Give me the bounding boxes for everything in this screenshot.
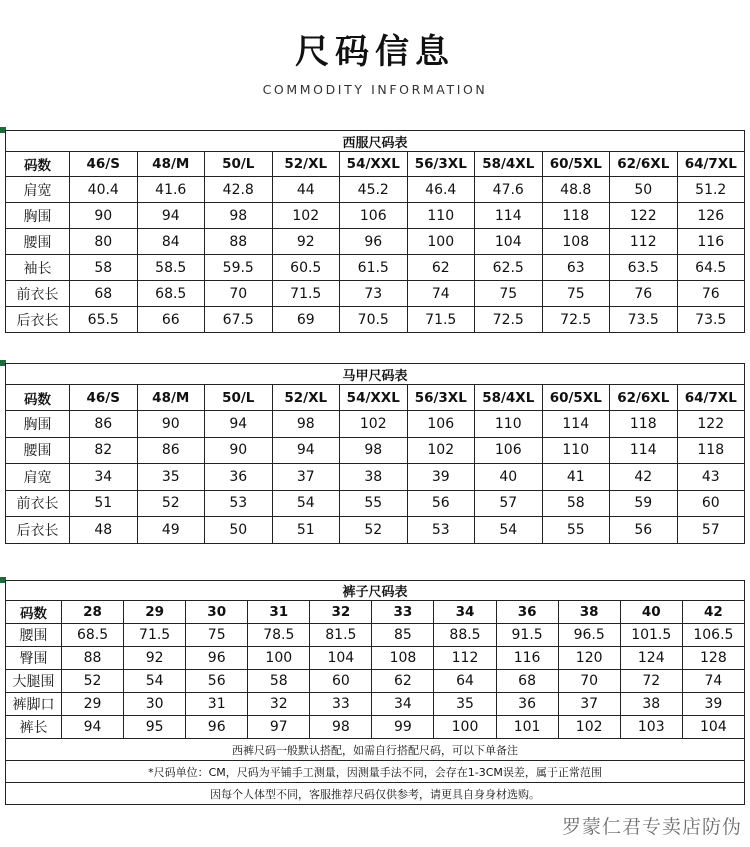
table-cell: 106 xyxy=(340,203,408,229)
table-cell: 90 xyxy=(137,411,205,438)
table-cell: 92 xyxy=(124,647,186,670)
table-row xyxy=(6,464,745,491)
table-cell: 112 xyxy=(434,647,496,670)
table-cell: 78.5 xyxy=(248,624,310,647)
table-cell: 74 xyxy=(407,281,475,307)
table-cell: 86 xyxy=(70,411,138,438)
table-cell: 65.5 xyxy=(70,307,138,333)
table-cell: 69 xyxy=(272,307,340,333)
table-cell: 39 xyxy=(407,464,475,491)
table-cell: 76 xyxy=(677,281,745,307)
table-cell: 50 xyxy=(610,177,678,203)
row-label: 臀围 xyxy=(6,647,62,670)
table-cell: 48 xyxy=(70,517,138,544)
table-row xyxy=(6,647,745,670)
table-cell: 68.5 xyxy=(137,281,205,307)
table-cell: 39 xyxy=(682,693,744,716)
table-cell: 52 xyxy=(62,670,124,693)
corner-label: 码数 xyxy=(6,601,62,624)
table-cell: 34 xyxy=(70,464,138,491)
table-cell: 101.5 xyxy=(620,624,682,647)
table-cell: 106 xyxy=(475,437,543,464)
table-cell: 41.6 xyxy=(137,177,205,203)
table-cell: 43 xyxy=(677,464,745,491)
table-cell: 53 xyxy=(205,490,273,517)
size-header: 64/7XL xyxy=(677,385,745,411)
table-cell: 94 xyxy=(137,203,205,229)
table-cell: 81.5 xyxy=(310,624,372,647)
table-cell: 112 xyxy=(610,229,678,255)
page-title: 尺码信息 xyxy=(295,32,455,72)
table-cell: 100 xyxy=(248,647,310,670)
table-cell: 102 xyxy=(558,716,620,739)
table-cell: 36 xyxy=(496,693,558,716)
table-cell: 114 xyxy=(475,203,543,229)
table-cell: 126 xyxy=(677,203,745,229)
table-cell: 32 xyxy=(248,693,310,716)
table-cell: 63.5 xyxy=(610,255,678,281)
table-cell: 102 xyxy=(272,203,340,229)
size-header: 62/6XL xyxy=(610,385,678,411)
table-cell: 57 xyxy=(677,517,745,544)
table-cell: 29 xyxy=(62,693,124,716)
size-header: 54/XXL xyxy=(340,385,408,411)
table-cell: 118 xyxy=(610,411,678,438)
table-cell: 67.5 xyxy=(205,307,273,333)
table-cell: 37 xyxy=(272,464,340,491)
table-cell: 90 xyxy=(70,203,138,229)
table-cell: 120 xyxy=(558,647,620,670)
size-header: 50/L xyxy=(205,385,273,411)
table-header-row xyxy=(6,385,745,411)
table-cell: 51 xyxy=(272,517,340,544)
table-cell: 124 xyxy=(620,647,682,670)
table-cell: 68.5 xyxy=(62,624,124,647)
table-cell: 106 xyxy=(407,411,475,438)
size-header: 58/4XL xyxy=(475,385,543,411)
table-cell: 70.5 xyxy=(340,307,408,333)
table-cell: 51 xyxy=(70,490,138,517)
table-cell: 59 xyxy=(610,490,678,517)
table-row xyxy=(6,203,745,229)
table-cell: 48.8 xyxy=(542,177,610,203)
corner-label: 码数 xyxy=(6,152,70,177)
table-cell: 68 xyxy=(496,670,558,693)
table-cell: 54 xyxy=(124,670,186,693)
table-cell: 42 xyxy=(610,464,678,491)
row-label: 胸围 xyxy=(6,203,70,229)
pants-size-table xyxy=(5,580,745,805)
table-cell: 98 xyxy=(310,716,372,739)
table-cell: 44 xyxy=(272,177,340,203)
table-cell: 72 xyxy=(620,670,682,693)
table-cell: 73.5 xyxy=(610,307,678,333)
table-cell: 55 xyxy=(340,490,408,517)
table-cell: 56 xyxy=(610,517,678,544)
table-cell: 70 xyxy=(205,281,273,307)
table-cell: 45.2 xyxy=(340,177,408,203)
table-cell: 64.5 xyxy=(677,255,745,281)
table-note: *尺码单位：CM，尺码为平铺手工测量，因测量手法不同，会存在1-3CM误差，属于正常范围 xyxy=(6,761,745,783)
table-cell: 90 xyxy=(205,437,273,464)
table-cell: 31 xyxy=(186,693,248,716)
table-cell: 114 xyxy=(542,411,610,438)
table-cell: 95 xyxy=(124,716,186,739)
table-row xyxy=(6,229,745,255)
table-cell: 122 xyxy=(677,411,745,438)
table-cell: 41 xyxy=(542,464,610,491)
size-header: 40 xyxy=(620,601,682,624)
size-header: 42 xyxy=(682,601,744,624)
table-cell: 38 xyxy=(620,693,682,716)
size-header: 28 xyxy=(62,601,124,624)
table-cell: 88.5 xyxy=(434,624,496,647)
row-label: 胸围 xyxy=(6,411,70,438)
corner-label: 码数 xyxy=(6,385,70,411)
vest-size-table xyxy=(5,363,745,544)
row-label: 腰围 xyxy=(6,624,62,647)
table-cell: 40.4 xyxy=(70,177,138,203)
table-row xyxy=(6,670,745,693)
table-row xyxy=(6,411,745,438)
size-header: 32 xyxy=(310,601,372,624)
table-cell: 102 xyxy=(407,437,475,464)
table-cell: 100 xyxy=(407,229,475,255)
row-label: 腰围 xyxy=(6,229,70,255)
table-row xyxy=(6,437,745,464)
table-row xyxy=(6,693,745,716)
size-header: 54/XXL xyxy=(340,152,408,177)
table-cell: 62 xyxy=(372,670,434,693)
table-cell: 42.8 xyxy=(205,177,273,203)
table-cell: 57 xyxy=(475,490,543,517)
table-cell: 58 xyxy=(248,670,310,693)
table-cell: 63 xyxy=(542,255,610,281)
table-cell: 103 xyxy=(620,716,682,739)
table-cell: 54 xyxy=(475,517,543,544)
table-header-row xyxy=(6,601,745,624)
table-cell: 60 xyxy=(310,670,372,693)
table-cell: 96.5 xyxy=(558,624,620,647)
table-cell: 97 xyxy=(248,716,310,739)
size-header: 46/S xyxy=(70,385,138,411)
row-label: 肩宽 xyxy=(6,177,70,203)
table-cell: 75 xyxy=(186,624,248,647)
table-cell: 58 xyxy=(70,255,138,281)
size-header: 64/7XL xyxy=(677,152,745,177)
table-cell: 52 xyxy=(137,490,205,517)
table-caption: 裤子尺码表 xyxy=(6,581,745,601)
table-header-row xyxy=(6,152,745,177)
table-cell: 108 xyxy=(542,229,610,255)
table-cell: 96 xyxy=(186,716,248,739)
size-header: 46/S xyxy=(70,152,138,177)
table-cell: 86 xyxy=(137,437,205,464)
table-row xyxy=(6,177,745,203)
table-cell: 71.5 xyxy=(407,307,475,333)
page-subtitle: COMMODITY INFORMATION xyxy=(262,82,488,97)
table-row xyxy=(6,255,745,281)
table-cell: 47.6 xyxy=(475,177,543,203)
size-header: 60/5XL xyxy=(542,385,610,411)
size-header: 48/M xyxy=(137,385,205,411)
table-note: 因每个人体型不同，客服推荐尺码仅供参考，请更具自身身材选购。 xyxy=(6,783,745,805)
table-cell: 101 xyxy=(496,716,558,739)
table-cell: 33 xyxy=(310,693,372,716)
table-cell: 91.5 xyxy=(496,624,558,647)
size-header: 48/M xyxy=(137,152,205,177)
size-header: 58/4XL xyxy=(475,152,543,177)
table-cell: 61.5 xyxy=(340,255,408,281)
table-cell: 102 xyxy=(340,411,408,438)
table-cell: 108 xyxy=(372,647,434,670)
table-cell: 46.4 xyxy=(407,177,475,203)
table-cell: 88 xyxy=(62,647,124,670)
size-header: 31 xyxy=(248,601,310,624)
table-cell: 73.5 xyxy=(677,307,745,333)
table-cell: 35 xyxy=(137,464,205,491)
row-label: 后衣长 xyxy=(6,307,70,333)
table-cell: 56 xyxy=(407,490,475,517)
size-header: 52/XL xyxy=(272,385,340,411)
table-cell: 110 xyxy=(542,437,610,464)
table-cell: 92 xyxy=(272,229,340,255)
table-cell: 94 xyxy=(272,437,340,464)
table-cell: 38 xyxy=(340,464,408,491)
table-cell: 114 xyxy=(610,437,678,464)
size-header: 60/5XL xyxy=(542,152,610,177)
table-cell: 55 xyxy=(542,517,610,544)
table-cell: 54 xyxy=(272,490,340,517)
table-caption: 马甲尺码表 xyxy=(6,364,745,385)
table-row xyxy=(6,517,745,544)
table-cell: 62 xyxy=(407,255,475,281)
table-cell: 35 xyxy=(434,693,496,716)
table-cell: 84 xyxy=(137,229,205,255)
table-cell: 85 xyxy=(372,624,434,647)
table-row xyxy=(6,490,745,517)
size-header: 38 xyxy=(558,601,620,624)
table-cell: 110 xyxy=(475,411,543,438)
table-cell: 96 xyxy=(340,229,408,255)
table-cell: 70 xyxy=(558,670,620,693)
table-cell: 60.5 xyxy=(272,255,340,281)
table-cell: 51.2 xyxy=(677,177,745,203)
table-cell: 75 xyxy=(542,281,610,307)
table-cell: 104 xyxy=(682,716,744,739)
table-cell: 68 xyxy=(70,281,138,307)
table-cell: 100 xyxy=(434,716,496,739)
table-cell: 122 xyxy=(610,203,678,229)
table-cell: 37 xyxy=(558,693,620,716)
table-cell: 30 xyxy=(124,693,186,716)
table-cell: 104 xyxy=(310,647,372,670)
table-cell: 72.5 xyxy=(475,307,543,333)
table-cell: 110 xyxy=(407,203,475,229)
row-label: 肩宽 xyxy=(6,464,70,491)
row-label: 袖长 xyxy=(6,255,70,281)
table-cell: 88 xyxy=(205,229,273,255)
row-label: 前衣长 xyxy=(6,281,70,307)
table-cell: 116 xyxy=(496,647,558,670)
table-cell: 64 xyxy=(434,670,496,693)
suit-size-table xyxy=(5,130,745,333)
table-cell: 60 xyxy=(677,490,745,517)
row-label: 前衣长 xyxy=(6,490,70,517)
size-header: 33 xyxy=(372,601,434,624)
table-cell: 73 xyxy=(340,281,408,307)
table-cell: 118 xyxy=(542,203,610,229)
size-header: 50/L xyxy=(205,152,273,177)
table-cell: 58 xyxy=(542,490,610,517)
table-cell: 59.5 xyxy=(205,255,273,281)
size-header: 29 xyxy=(124,601,186,624)
table-row xyxy=(6,624,745,647)
table-cell: 104 xyxy=(475,229,543,255)
table-cell: 96 xyxy=(186,647,248,670)
table-cell: 94 xyxy=(205,411,273,438)
table-cell: 71.5 xyxy=(124,624,186,647)
table-row xyxy=(6,281,745,307)
shop-watermark: 罗蒙仁君专卖店防伪 xyxy=(561,816,742,838)
size-header: 62/6XL xyxy=(610,152,678,177)
table-cell: 106.5 xyxy=(682,624,744,647)
table-cell: 128 xyxy=(682,647,744,670)
row-label: 腰围 xyxy=(6,437,70,464)
table-cell: 36 xyxy=(205,464,273,491)
size-header: 56/3XL xyxy=(407,385,475,411)
table-note: 西裤尺码一般默认搭配，如需自行搭配尺码，可以下单备注 xyxy=(6,739,745,761)
row-label: 大腿围 xyxy=(6,670,62,693)
table-cell: 58.5 xyxy=(137,255,205,281)
table-cell: 50 xyxy=(205,517,273,544)
table-cell: 94 xyxy=(62,716,124,739)
table-cell: 98 xyxy=(272,411,340,438)
size-header: 36 xyxy=(496,601,558,624)
row-label: 裤脚口 xyxy=(6,693,62,716)
table-cell: 53 xyxy=(407,517,475,544)
table-cell: 56 xyxy=(186,670,248,693)
table-row xyxy=(6,307,745,333)
table-cell: 62.5 xyxy=(475,255,543,281)
table-cell: 80 xyxy=(70,229,138,255)
row-label: 裤长 xyxy=(6,716,62,739)
table-cell: 66 xyxy=(137,307,205,333)
row-label: 后衣长 xyxy=(6,517,70,544)
size-header: 52/XL xyxy=(272,152,340,177)
table-cell: 82 xyxy=(70,437,138,464)
table-cell: 118 xyxy=(677,437,745,464)
table-cell: 76 xyxy=(610,281,678,307)
table-cell: 71.5 xyxy=(272,281,340,307)
table-cell: 74 xyxy=(682,670,744,693)
table-cell: 98 xyxy=(340,437,408,464)
table-cell: 116 xyxy=(677,229,745,255)
size-header: 30 xyxy=(186,601,248,624)
table-cell: 34 xyxy=(372,693,434,716)
size-header: 34 xyxy=(434,601,496,624)
table-cell: 98 xyxy=(205,203,273,229)
table-caption: 西服尺码表 xyxy=(6,131,745,152)
table-cell: 40 xyxy=(475,464,543,491)
table-cell: 72.5 xyxy=(542,307,610,333)
table-cell: 75 xyxy=(475,281,543,307)
size-header: 56/3XL xyxy=(407,152,475,177)
table-cell: 52 xyxy=(340,517,408,544)
table-cell: 99 xyxy=(372,716,434,739)
table-cell: 49 xyxy=(137,517,205,544)
table-row xyxy=(6,716,745,739)
